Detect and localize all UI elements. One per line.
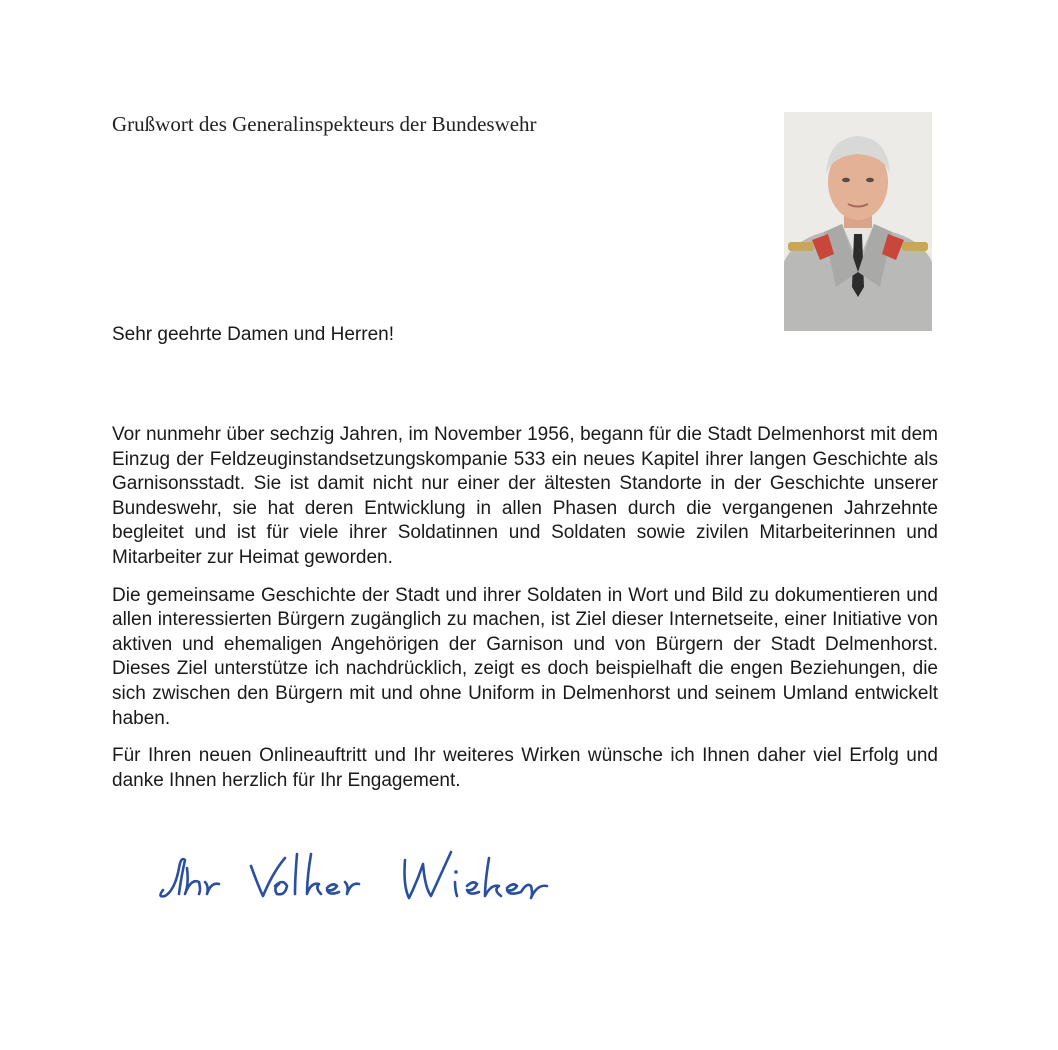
portrait-icon (784, 112, 932, 331)
paragraph-2: Die gemeinsame Geschichte der Stadt und ihrer Soldaten in Wort und Bild zu dokumentieren und allen interessierten Bürgern zugänglich zu machen, ist Ziel dieser Internetseite, einer Initiative von aktiven und ehemaligen Angehörigen der Garnison und von Bürgern der Stadt Delmenhorst. Dieses Ziel unterstütze ich nachdrücklich, zeigt es doch beispielhaft die engen Beziehungen, die sich zwischen den Bürgern mit und ohne Uniform in Delmenhorst und seinem Umland entwickelt haben. (112, 584, 938, 729)
paragraph-3: Für Ihren neuen Onlineauftritt und Ihr weiteres Wirken wünsche ich Ihnen daher viel Erfolg und danke Ihnen herzlich für Ihr Engagement. (112, 745, 938, 791)
letter-body (112, 423, 938, 806)
salutation: Sehr geehrte Damen und Herren! (112, 324, 394, 345)
paragraph-1: Vor nunmehr über sechzig Jahren, im November 1956, begann für die Stadt Delmenhorst mit dem Einzug der Feldzeuginstandsetzungskompanie 533 ein neues Kapitel ihrer langen Geschichte als Garnisonsstadt. Sie ist damit nicht nur einer der ältesten Standorte in der Geschichte unserer Bundeswehr, sie hat deren Entwicklung in allen Phasen durch die vergangenen Jahrzehnte begleitet und ist für viele ihrer Soldatinnen und Soldaten sowie zivilen Mitarbeiterinnen und Mitarbeiter zur Heimat geworden. (112, 424, 938, 568)
page-title: Grußwort des Generalinspekteurs der Bundeswehr (112, 112, 537, 136)
signature-icon (155, 838, 555, 918)
handwritten-signature (155, 838, 555, 918)
portrait-photo (784, 112, 932, 331)
